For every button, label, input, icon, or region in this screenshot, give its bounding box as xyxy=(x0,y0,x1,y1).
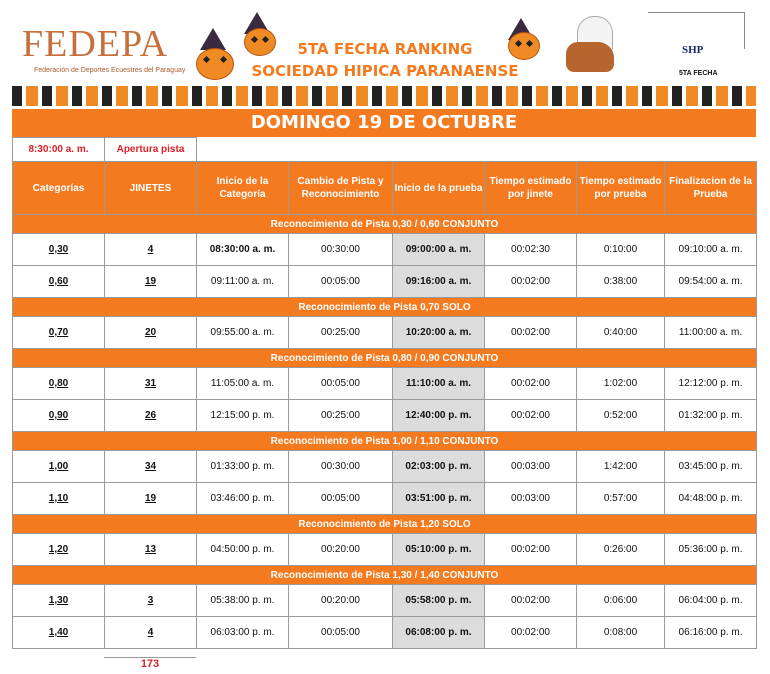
inicio-prueba-cell: 03:51:00 p. m. xyxy=(393,483,485,515)
jinetes-cell: 34 xyxy=(105,451,197,483)
jinetes-cell: 20 xyxy=(105,317,197,349)
tiempo-jinete-cell: 00:02:00 xyxy=(485,400,577,432)
finalizacion-cell: 05:36:00 p. m. xyxy=(665,534,757,566)
category-cell: 0,90 xyxy=(13,400,105,432)
section-header-row xyxy=(13,515,757,534)
inicio-categoria-cell: 01:33:00 p. m. xyxy=(197,451,289,483)
inicio-categoria-cell: 12:15:00 p. m. xyxy=(197,400,289,432)
table-row xyxy=(13,266,757,298)
table-row xyxy=(13,400,757,432)
pumpkin-border-decoration xyxy=(12,86,756,106)
finalizacion-cell: 01:32:00 p. m. xyxy=(665,400,757,432)
inicio-categoria-cell: 08:30:00 a. m. xyxy=(197,234,289,266)
category-cell: 1,10 xyxy=(13,483,105,515)
category-cell: 1,40 xyxy=(13,617,105,649)
tiempo-jinete-cell: 00:02:00 xyxy=(485,317,577,349)
col-cambio: Cambio de Pista y Reconocimiento xyxy=(289,162,393,215)
inicio-prueba-cell: 05:10:00 p. m. xyxy=(393,534,485,566)
shp-logo-subtitle: 5TA FECHA xyxy=(679,70,718,77)
finalizacion-cell: 09:10:00 a. m. xyxy=(665,234,757,266)
cambio-cell: 00:05:00 xyxy=(289,483,393,515)
category-cell: 1,20 xyxy=(13,534,105,566)
finalizacion-cell: 04:48:00 p. m. xyxy=(665,483,757,515)
cambio-cell: 00:30:00 xyxy=(289,234,393,266)
col-jinetes: JINETES xyxy=(105,162,197,215)
horse-icon xyxy=(566,42,614,72)
tiempo-prueba-cell: 0:40:00 xyxy=(577,317,665,349)
finalizacion-cell: 11:00:00 a. m. xyxy=(665,317,757,349)
jinetes-cell: 19 xyxy=(105,483,197,515)
pumpkin-icon xyxy=(508,32,540,60)
category-cell: 0,30 xyxy=(13,234,105,266)
section-label: Reconocimiento de Pista 1,00 / 1,10 CONJUNTO xyxy=(13,432,757,451)
inicio-prueba-cell: 06:08:00 p. m. xyxy=(393,617,485,649)
inicio-prueba-cell: 05:58:00 p. m. xyxy=(393,585,485,617)
category-cell: 1,30 xyxy=(13,585,105,617)
tiempo-jinete-cell: 00:03:00 xyxy=(485,451,577,483)
tiempo-prueba-cell: 0:52:00 xyxy=(577,400,665,432)
table-row xyxy=(13,234,757,266)
opening-time: 8:30:00 a. m. xyxy=(13,138,105,162)
col-tiempo-jinete: Tiempo estimado por jinete xyxy=(485,162,577,215)
total-jinetes: 173 xyxy=(104,657,196,670)
tiempo-jinete-cell: 00:02:00 xyxy=(485,534,577,566)
table-row xyxy=(13,368,757,400)
category-cell: 1,00 xyxy=(13,451,105,483)
tiempo-prueba-cell: 0:08:00 xyxy=(577,617,665,649)
cambio-cell: 00:25:00 xyxy=(289,317,393,349)
cambio-cell: 00:05:00 xyxy=(289,617,393,649)
finalizacion-cell: 06:16:00 p. m. xyxy=(665,617,757,649)
table-row xyxy=(13,451,757,483)
cambio-cell: 00:05:00 xyxy=(289,266,393,298)
table-row xyxy=(13,534,757,566)
tiempo-jinete-cell: 00:02:00 xyxy=(485,617,577,649)
schedule-table xyxy=(12,137,757,649)
table-row xyxy=(13,585,757,617)
section-header-row xyxy=(13,432,757,451)
category-cell: 0,60 xyxy=(13,266,105,298)
jinetes-cell: 3 xyxy=(105,585,197,617)
pumpkin-icon xyxy=(196,48,234,80)
tiempo-prueba-cell: 0:38:00 xyxy=(577,266,665,298)
cambio-cell: 00:30:00 xyxy=(289,451,393,483)
col-inicio-categoria: Inicio de la Categoría xyxy=(197,162,289,215)
inicio-prueba-cell: 09:00:00 a. m. xyxy=(393,234,485,266)
shp-logo: SHP xyxy=(682,44,704,56)
jinetes-cell: 4 xyxy=(105,617,197,649)
table-row xyxy=(13,617,757,649)
cambio-cell: 00:05:00 xyxy=(289,368,393,400)
section-label: Reconocimiento de Pista 0,80 / 0,90 CONJUNTO xyxy=(13,349,757,368)
jinetes-cell: 26 xyxy=(105,400,197,432)
section-label: Reconocimiento de Pista 1,20 SOLO xyxy=(13,515,757,534)
inicio-categoria-cell: 04:50:00 p. m. xyxy=(197,534,289,566)
inicio-prueba-cell: 09:16:00 a. m. xyxy=(393,266,485,298)
inicio-prueba-cell: 12:40:00 p. m. xyxy=(393,400,485,432)
inicio-prueba-cell: 02:03:00 p. m. xyxy=(393,451,485,483)
finalizacion-cell: 09:54:00 a. m. xyxy=(665,266,757,298)
tiempo-prueba-cell: 1:02:00 xyxy=(577,368,665,400)
jinetes-cell: 4 xyxy=(105,234,197,266)
tiempo-jinete-cell: 00:02:00 xyxy=(485,585,577,617)
tiempo-jinete-cell: 00:02:00 xyxy=(485,266,577,298)
inicio-categoria-cell: 09:55:00 a. m. xyxy=(197,317,289,349)
table-row xyxy=(13,317,757,349)
table-row xyxy=(13,483,757,515)
event-title xyxy=(250,38,520,82)
event-line-2: SOCIEDAD HIPICA PARANAENSE xyxy=(251,62,519,80)
finalizacion-cell: 12:12:00 p. m. xyxy=(665,368,757,400)
cambio-cell: 00:20:00 xyxy=(289,534,393,566)
category-cell: 0,70 xyxy=(13,317,105,349)
cambio-cell: 00:20:00 xyxy=(289,585,393,617)
tiempo-prueba-cell: 0:26:00 xyxy=(577,534,665,566)
jinetes-cell: 31 xyxy=(105,368,197,400)
col-categorias: Categorías xyxy=(13,162,105,215)
inicio-categoria-cell: 05:38:00 p. m. xyxy=(197,585,289,617)
finalizacion-cell: 06:04:00 p. m. xyxy=(665,585,757,617)
inicio-categoria-cell: 03:46:00 p. m. xyxy=(197,483,289,515)
inicio-categoria-cell: 09:11:00 a. m. xyxy=(197,266,289,298)
category-cell: 0,80 xyxy=(13,368,105,400)
tiempo-prueba-cell: 0:57:00 xyxy=(577,483,665,515)
jinetes-cell: 19 xyxy=(105,266,197,298)
section-header-row xyxy=(13,566,757,585)
section-header-row xyxy=(13,215,757,234)
tiempo-jinete-cell: 00:02:00 xyxy=(485,368,577,400)
inicio-prueba-cell: 11:10:00 a. m. xyxy=(393,368,485,400)
cambio-cell: 00:25:00 xyxy=(289,400,393,432)
witch-hat-icon xyxy=(200,28,226,50)
fedepa-logo-subtitle: Federación de Deportes Ecuestres del Paraguay xyxy=(34,67,186,74)
opening-label: Apertura pista xyxy=(105,138,197,162)
section-label: Reconocimiento de Pista 0,30 / 0,60 CONJUNTO xyxy=(13,215,757,234)
fedepa-logo: FEDEPA xyxy=(22,23,169,65)
inicio-categoria-cell: 06:03:00 p. m. xyxy=(197,617,289,649)
tiempo-prueba-cell: 0:06:00 xyxy=(577,585,665,617)
tiempo-prueba-cell: 1:42:00 xyxy=(577,451,665,483)
section-label: Reconocimiento de Pista 0,70 SOLO xyxy=(13,298,757,317)
col-finalizacion: Finalizacion de la Prueba xyxy=(665,162,757,215)
tiempo-jinete-cell: 00:03:00 xyxy=(485,483,577,515)
opening-row xyxy=(13,138,757,162)
section-header-row xyxy=(13,349,757,368)
jinetes-cell: 13 xyxy=(105,534,197,566)
tiempo-prueba-cell: 0:10:00 xyxy=(577,234,665,266)
section-header-row xyxy=(13,298,757,317)
page-title: DOMINGO 19 DE OCTUBRE xyxy=(12,109,756,137)
header-banner xyxy=(0,0,770,108)
col-inicio-prueba: Inicio de la prueba xyxy=(393,162,485,215)
col-tiempo-prueba: Tiempo estimado por prueba xyxy=(577,162,665,215)
event-line-1: 5TA FECHA RANKING xyxy=(297,40,473,58)
tiempo-jinete-cell: 00:02:30 xyxy=(485,234,577,266)
finalizacion-cell: 03:45:00 p. m. xyxy=(665,451,757,483)
column-header-row xyxy=(13,162,757,215)
inicio-categoria-cell: 11:05:00 a. m. xyxy=(197,368,289,400)
inicio-prueba-cell: 10:20:00 a. m. xyxy=(393,317,485,349)
section-label: Reconocimiento de Pista 1,30 / 1,40 CONJUNTO xyxy=(13,566,757,585)
